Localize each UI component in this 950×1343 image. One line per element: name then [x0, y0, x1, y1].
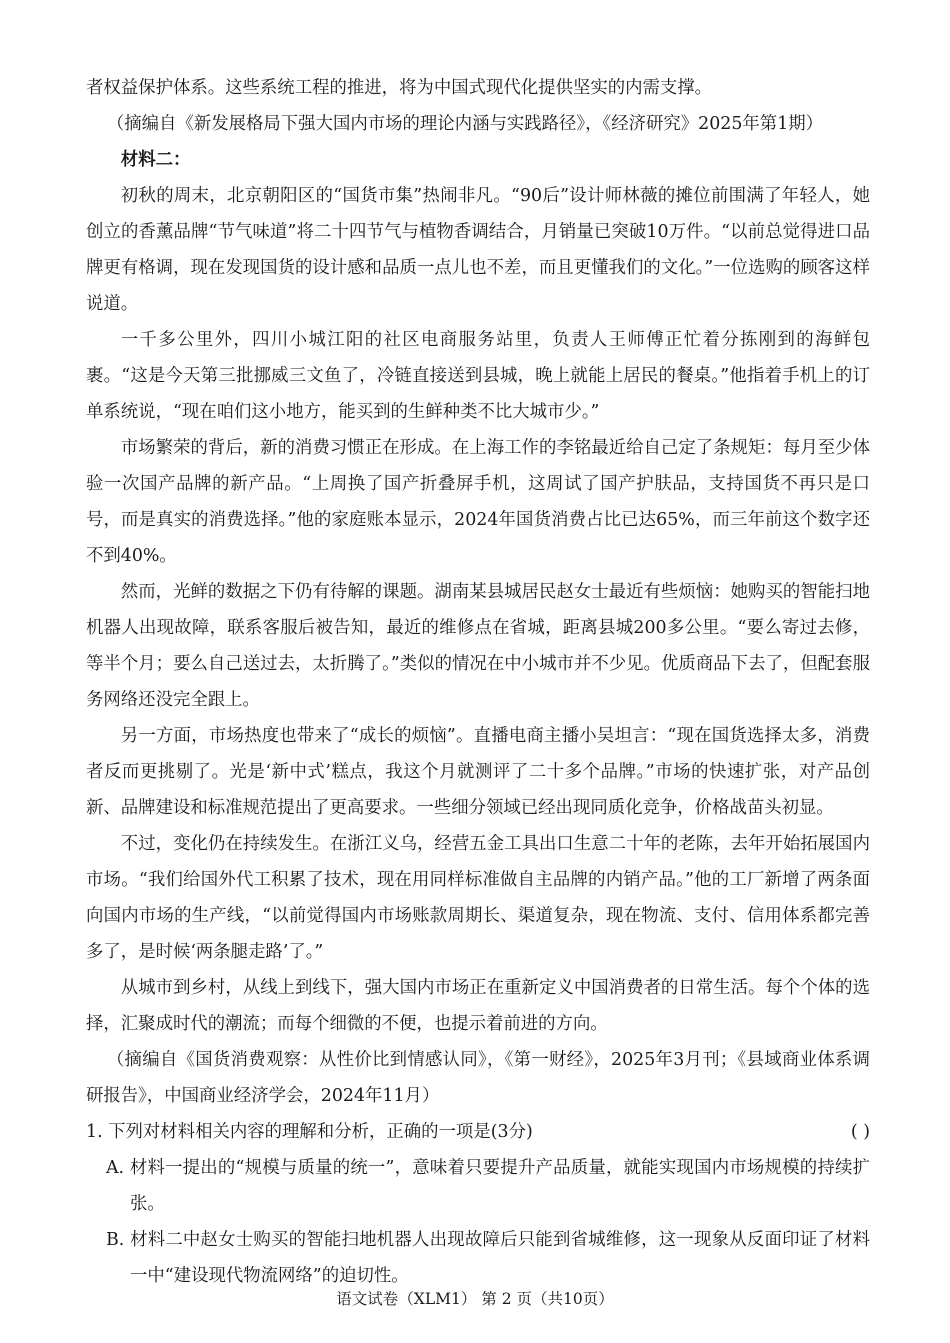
paragraph: 然而，光鲜的数据之下仍有待解的课题。湖南某县城居民赵女士最近有些烦恼：她购买的智能扫地机器人出现故障，联系客服后被告知，最近的维修点在省城，距离县城200多公里。“要么寄过去修，等半个月；要么自己送过去，太折腾了。”类似的情况在中小城市并不少见。优质商品下去了，但配套服务网络还没完全跟上。 — [86, 582, 870, 710]
paragraph: 一千多公里外，四川小城江阳的社区电商服务站里，负责人王师傅正忙着分拣刚到的海鲜包裹。“这是今天第三批挪威三文鱼了，冷链直接送到县城，晚上就能上居民的餐桌。”他指着手机上的订单系统说，“现在咱们这小地方，能买到的生鲜种类不比大城市少。” — [86, 330, 870, 422]
paragraph: 另一方面，市场热度也带来了“成长的烦恼”。直播电商主播小吴坦言：“现在国货选择太多，消费者反而更挑剔了。光是‘新中式’糕点，我这个月就测评了二十多个品牌。”市场的快速扩张，对产品创新、品牌建设和标准规范提出了更高要求。一些细分领域已经出现同质化竞争，价格战苗头初显。 — [86, 726, 870, 818]
paragraph: 初秋的周末，北京朝阳区的“国货市集”热闹非凡。“90后”设计师林薇的摊位前围满了年轻人，她创立的香薰品牌“节气味道”将二十四节气与植物香调结合，月销量已突破10万件。“以前总觉得进口品牌更有格调，现在发现国货的设计感和品质一点儿也不差，而且更懂我们的文化。”一位选购的顾客这样说道。 — [86, 186, 870, 314]
page-footer: 语文试卷（XLM1） 第 2 页（共10页） — [336, 1290, 614, 1308]
source-citation-material-1: （摘编自《新发展格局下强大国内市场的理论内涵与实践路径》，《经济研究》2025年第1期） — [106, 114, 824, 134]
option-a: A. 材料一提出的“规模与质量的统一”，意味着只要提升产品质量，就能实现国内市场规模的持续扩张。 — [106, 1158, 870, 1214]
option-b: B. 材料二中赵女士购买的智能扫地机器人出现故障后只能到省城维修，这一现象从反面印证了材料一中“建设现代物流网络”的迫切性。 — [106, 1230, 870, 1286]
page-content — [86, 70, 870, 1294]
question-1 — [86, 1114, 870, 1150]
material-2-heading: 材料二： — [120, 150, 191, 170]
source-citation-material-2: （摘编自《国货消费观察：从性价比到情感认同》，《第一财经》，2025年3月刊；《县域商业体系调研报告》，中国商业经济学会，2024年11月） — [86, 1050, 870, 1106]
answer-blank: ( ) — [850, 1122, 870, 1142]
paragraph: 从城市到乡村，从线上到线下，强大国内市场正在重新定义中国消费者的日常生活。每个个体的选择，汇聚成时代的潮流；而每个细微的不便，也提示着前进的方向。 — [86, 978, 870, 1034]
paragraph: 市场繁荣的背后，新的消费习惯正在形成。在上海工作的李铭最近给自己定了条规矩：每月至少体验一次国产品牌的新产品。“上周换了国产折叠屏手机，这周试了国产护肤品，支持国货不再只是口号，而是真实的消费选择。”他的家庭账本显示，2024年国货消费占比已达65%，而三年前这个数字还不到40%。 — [86, 438, 870, 566]
paragraph: 不过，变化仍在持续发生。在浙江义乌，经营五金工具出口生意二十年的老陈，去年开始拓展国内市场。“我们给国外代工积累了技术，现在用同样标准做自主品牌的内销产品。”他的工厂新增了两条面向国内市场的生产线，“以前觉得国内市场账款周期长、渠道复杂，现在物流、支付、信用体系都完善多了，是时候‘两条腿走路’了。” — [86, 834, 870, 962]
question-1-stem: 1. 下列对材料相关内容的理解和分析，正确的一项是(3分) — [86, 1122, 533, 1142]
paragraph-continuation: 者权益保护体系。这些系统工程的推进，将为中国式现代化提供坚实的内需支撑。 — [86, 78, 713, 98]
